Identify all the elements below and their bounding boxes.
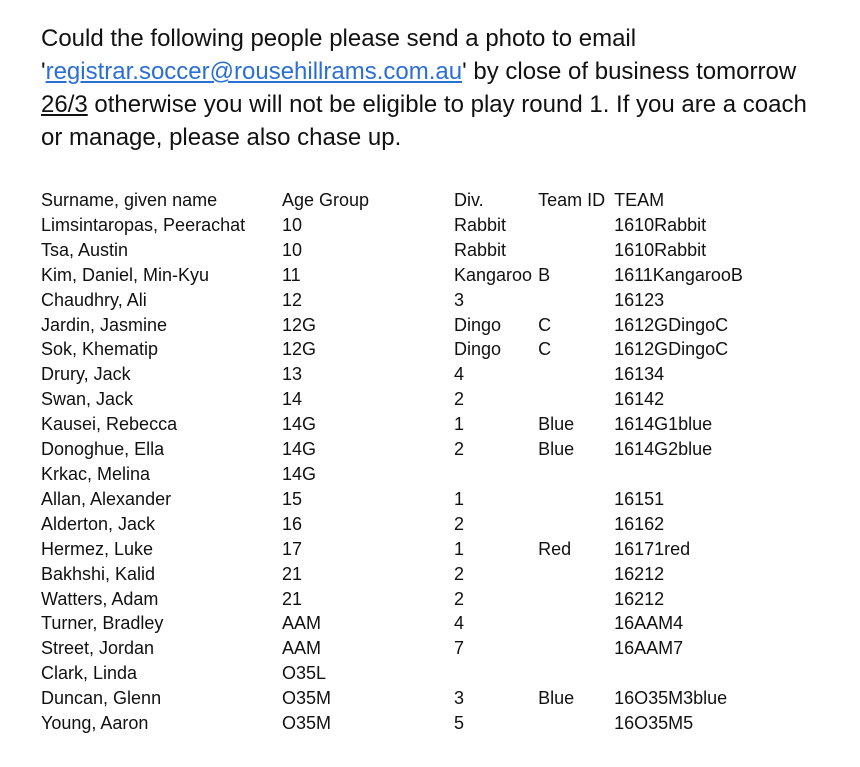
- cell-div: Rabbit: [454, 239, 507, 260]
- header-age-group: Age Group: [282, 190, 370, 210]
- cell-age-group: O35L: [282, 663, 327, 684]
- table-row: [38, 313, 787, 338]
- cell-div: Kangaroo: [454, 264, 533, 285]
- cell-div: Rabbit: [454, 214, 507, 235]
- cell-age-group: 12G: [282, 314, 317, 335]
- table-row: [38, 437, 787, 462]
- cell-team: 16212: [614, 588, 665, 609]
- cell-age-group: 12G: [282, 339, 317, 360]
- cell-name: Krkac, Melina: [41, 463, 151, 484]
- cell-name: Kausei, Rebecca: [41, 414, 178, 435]
- cell-team: 1612GDingoC: [614, 339, 729, 360]
- table-row: [38, 562, 787, 587]
- player-table: [38, 188, 787, 736]
- cell-team-id: [535, 362, 611, 387]
- cell-name: Swan, Jack: [41, 389, 134, 410]
- cell-div: 1: [454, 414, 465, 435]
- cell-div: 1: [454, 488, 465, 509]
- cell-div: 4: [454, 364, 465, 385]
- cell-div: [451, 462, 535, 487]
- table-row: [38, 487, 787, 512]
- cell-team: 1610Rabbit: [614, 214, 707, 235]
- header-div: Div.: [454, 190, 484, 210]
- table-row: [38, 636, 787, 661]
- table-row: [38, 412, 787, 437]
- cell-team-id: [535, 611, 611, 636]
- table-row: [38, 238, 787, 263]
- cell-div: 2: [454, 439, 465, 460]
- cell-age-group: 17: [282, 538, 303, 559]
- cell-team-id: [535, 387, 611, 412]
- cell-name: Bakhshi, Kalid: [41, 563, 156, 584]
- cell-team: 16134: [614, 364, 665, 385]
- cell-team: 16O35M5: [614, 713, 694, 734]
- table-row: [38, 686, 787, 711]
- cell-name: Alderton, Jack: [41, 513, 156, 534]
- header-team: TEAM: [614, 190, 665, 210]
- cell-name: Donoghue, Ella: [41, 439, 165, 460]
- cell-team: 16171red: [614, 538, 691, 559]
- cell-name: Allan, Alexander: [41, 488, 172, 509]
- cell-age-group: 13: [282, 364, 303, 385]
- cell-team-id: [535, 288, 611, 313]
- cell-name: Sok, Khematip: [41, 339, 159, 360]
- cell-div: 4: [454, 613, 465, 634]
- cell-div: 2: [454, 513, 465, 534]
- table-row: [38, 288, 787, 313]
- cell-team: 16151: [614, 488, 665, 509]
- table-header-row: [38, 188, 787, 213]
- cell-team-id: [535, 213, 611, 238]
- cell-team-id: [535, 587, 611, 612]
- cell-div: 2: [454, 588, 465, 609]
- table-row: [38, 462, 787, 487]
- cell-name: Duncan, Glenn: [41, 688, 162, 709]
- table-row: [38, 337, 787, 362]
- message-part-1: Could the following people please send a photo to email ': [41, 25, 637, 85]
- cell-team: [611, 661, 787, 686]
- cell-age-group: O35M: [282, 688, 332, 709]
- cell-div: Dingo: [454, 314, 502, 335]
- cell-team-id: [535, 238, 611, 263]
- cell-age-group: 21: [282, 563, 303, 584]
- cell-age-group: 10: [282, 239, 303, 260]
- cell-name: Tsa, Austin: [41, 239, 129, 260]
- cell-div: 2: [454, 563, 465, 584]
- cell-name: Clark, Linda: [41, 663, 138, 684]
- cell-div: [451, 661, 535, 686]
- email-link[interactable]: registrar.soccer@rousehillrams.com.au: [45, 58, 463, 85]
- table-row: [38, 512, 787, 537]
- cell-age-group: 16: [282, 513, 303, 534]
- message-text: [41, 22, 831, 154]
- cell-age-group: 12: [282, 289, 303, 310]
- cell-team: 1614G1blue: [614, 414, 713, 435]
- cell-team-id: [535, 711, 611, 736]
- cell-team-id: C: [538, 339, 552, 360]
- header-surname-given-name: Surname, given name: [41, 190, 218, 210]
- cell-team: 1610Rabbit: [614, 239, 707, 260]
- cell-div: 1: [454, 538, 465, 559]
- cell-name: Hermez, Luke: [41, 538, 154, 559]
- table-row: [38, 213, 787, 238]
- cell-name: Watters, Adam: [41, 588, 159, 609]
- table-row: [38, 362, 787, 387]
- cell-team-id: [535, 487, 611, 512]
- cell-team-id: Blue: [538, 439, 575, 460]
- message-part-3: otherwise you will not be eligible to play round 1. If you are a coach or manage, please also chase up.: [41, 91, 807, 151]
- table-row: [38, 661, 787, 686]
- cell-name: Young, Aaron: [41, 713, 149, 734]
- cell-name: Turner, Bradley: [41, 613, 164, 634]
- cell-name: Kim, Daniel, Min-Kyu: [41, 264, 210, 285]
- cell-team: 16AAM7: [614, 638, 684, 659]
- cell-div: 3: [454, 688, 465, 709]
- cell-team-id: [535, 512, 611, 537]
- cell-div: 2: [454, 389, 465, 410]
- cell-team: 1611KangarooB: [614, 264, 743, 285]
- cell-age-group: 14G: [282, 463, 317, 484]
- cell-team: 16AAM4: [614, 613, 684, 634]
- table-row: [38, 387, 787, 412]
- cell-div: 7: [454, 638, 465, 659]
- cell-age-group: O35M: [282, 713, 332, 734]
- cell-team-id: [535, 661, 611, 686]
- cell-name: Jardin, Jasmine: [41, 314, 168, 335]
- cell-div: Dingo: [454, 339, 502, 360]
- cell-team-id: Blue: [538, 688, 575, 709]
- cell-age-group: 21: [282, 588, 303, 609]
- cell-team-id: [535, 562, 611, 587]
- cell-team: [611, 462, 787, 487]
- cell-team: 16162: [614, 513, 665, 534]
- cell-team-id: B: [538, 264, 551, 285]
- cell-age-group: AAM: [282, 638, 322, 659]
- cell-team: 16142: [614, 389, 665, 410]
- cell-name: Limsintaropas, Peerachat: [41, 214, 246, 235]
- cell-age-group: 14G: [282, 439, 317, 460]
- date-link[interactable]: 26/3: [41, 91, 88, 118]
- cell-team: 1614G2blue: [614, 439, 713, 460]
- cell-age-group: AAM: [282, 613, 322, 634]
- cell-name: Drury, Jack: [41, 364, 131, 385]
- cell-age-group: 15: [282, 488, 303, 509]
- table-row: [38, 611, 787, 636]
- table-row: [38, 587, 787, 612]
- message-part-2: ' by close of business tomorrow: [462, 58, 797, 85]
- table-row: [38, 263, 787, 288]
- cell-team-id: [535, 636, 611, 661]
- cell-team-id: [535, 462, 611, 487]
- table-row: [38, 711, 787, 736]
- cell-team: 16212: [614, 563, 665, 584]
- cell-age-group: 11: [282, 264, 301, 285]
- header-team-id: Team ID: [538, 190, 606, 210]
- cell-team-id: Blue: [538, 414, 575, 435]
- cell-name: Chaudhry, Ali: [41, 289, 147, 310]
- cell-age-group: 14: [282, 389, 303, 410]
- cell-age-group: 10: [282, 214, 303, 235]
- table-row: [38, 537, 787, 562]
- cell-team: 16O35M3blue: [614, 688, 728, 709]
- cell-team: 1612GDingoC: [614, 314, 729, 335]
- cell-div: 3: [454, 289, 465, 310]
- table-body: [38, 213, 787, 736]
- cell-div: 5: [454, 713, 465, 734]
- cell-team: 16123: [614, 289, 665, 310]
- cell-team-id: Red: [538, 538, 572, 559]
- cell-age-group: 14G: [282, 414, 317, 435]
- cell-name: Street, Jordan: [41, 638, 155, 659]
- cell-team-id: C: [538, 314, 552, 335]
